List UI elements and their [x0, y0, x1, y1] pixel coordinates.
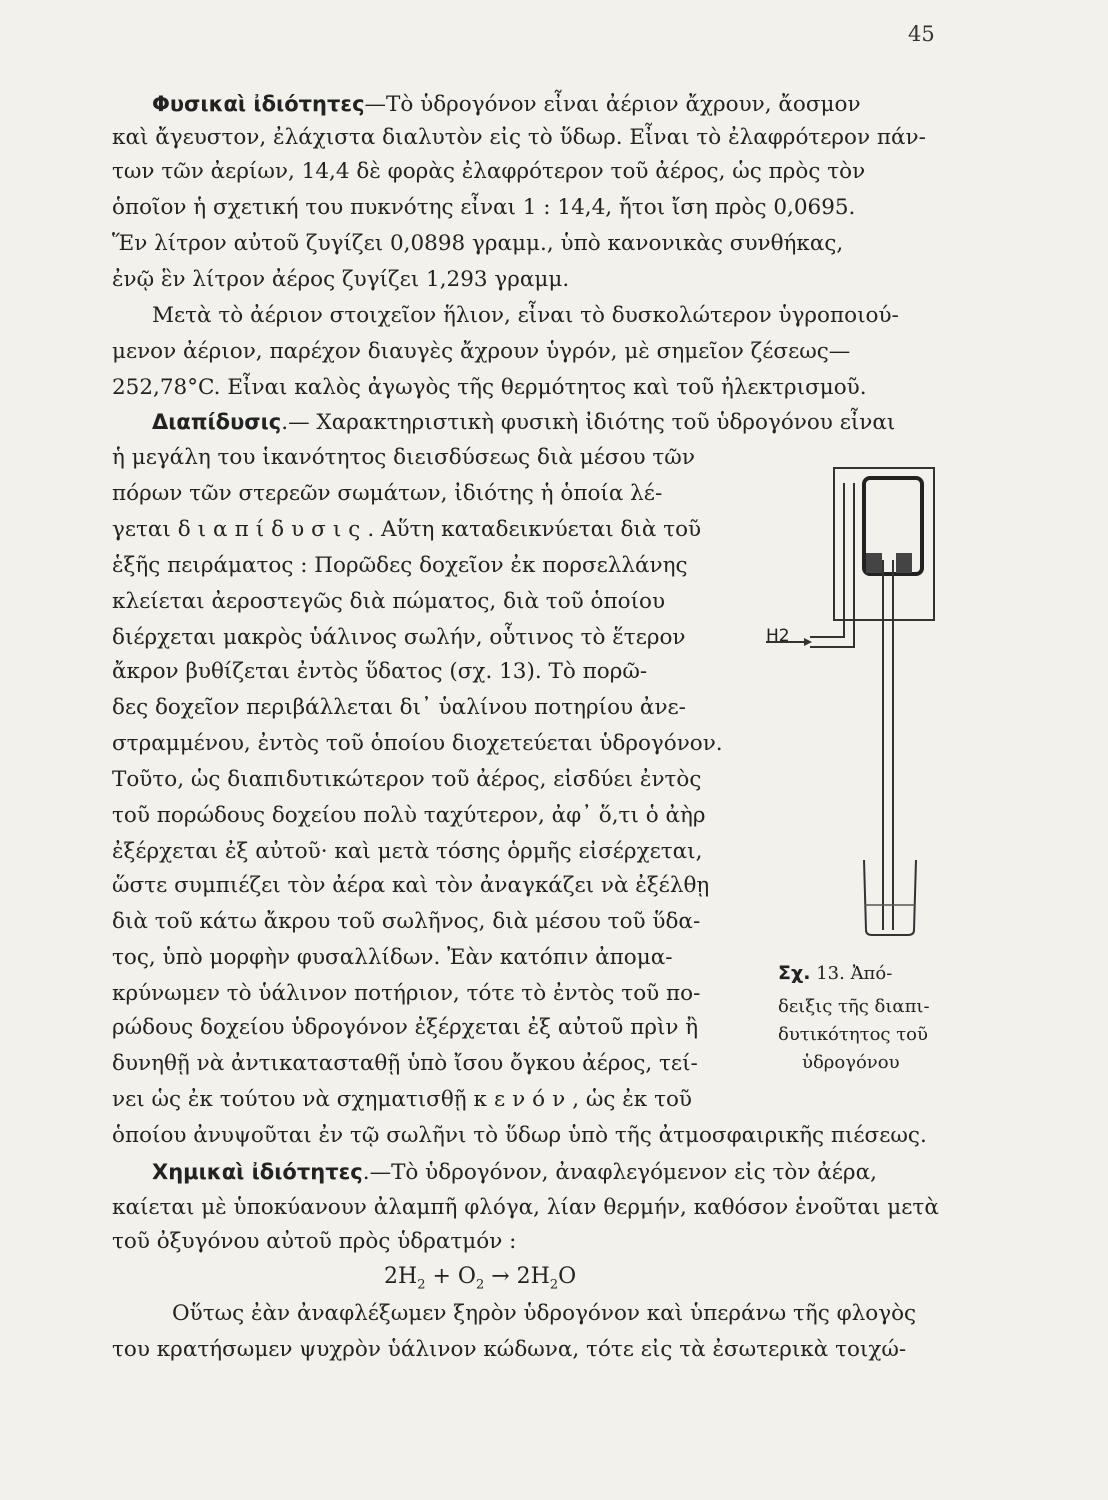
formula-part: 2H	[516, 1264, 550, 1289]
text-fragment: νει ὡς ἐκ τούτου νὰ σχηματισθῇ	[112, 1087, 467, 1112]
text-line: ἐξέρχεται ἐξ αὐτοῦ· καὶ μετὰ τόσης ὁρμῆς εἰσέρχεται,	[112, 839, 703, 864]
text-line: πόρων τῶν στερεῶν σωμάτων, ἰδιότης ἡ ὁποία λέ-	[112, 481, 663, 506]
caption-line: δυτικότητος τοῦ	[778, 1024, 928, 1045]
text-line: μενον ἀέριον, παρέχον διαυγὲς ἄχρουν ὑγρόν, μὲ σημεῖον ζέσεως—	[112, 339, 851, 364]
text-fragment: .—Τὸ ὑδρογόνον, ἀναφλεγόμενον εἰς τὸν ἀέρα,	[362, 1160, 877, 1185]
text-fragment: —Τὸ ὑδρογόνον εἶναι ἀέριον ἄχρουν, ἄοσμον	[364, 92, 861, 117]
spaced-term-diapidysis: διαπίδυσις	[177, 517, 368, 542]
text-line	[152, 1158, 877, 1186]
text-line	[112, 516, 701, 544]
text-line: τοῦ ὀξυγόνου αὐτοῦ πρὸς ὑδρατμόν :	[112, 1229, 517, 1254]
text-fragment: , ὡς ἐκ τοῦ	[572, 1087, 692, 1112]
text-line: διὰ τοῦ κάτω ἄκρου τοῦ σωλῆνος, διὰ μέσου τοῦ ὕδα-	[112, 909, 701, 934]
gas-label: H2	[766, 626, 790, 646]
text-line: κλείεται ἀεροστεγῶς διὰ πώματος, διὰ τοῦ ὁποίου	[112, 589, 666, 614]
figure-13-apparatus	[762, 465, 952, 945]
spaced-term-kenon: κενόν	[473, 1087, 573, 1112]
gas-inlet-tube	[810, 483, 854, 647]
text-line: ἐνῷ ἓν λίτρον ἀέρος ζυγίζει 1,293 γραμμ.	[112, 267, 570, 292]
text-line: ἑξῆς πειράματος : Πορῶδες δοχεῖον ἐκ πορσελλάνης	[112, 553, 688, 578]
text-line: Ἕν λίτρον αὐτοῦ ζυγίζει 0,0898 γραμμ., ὑπὸ κανονικὰς συνθήκας,	[112, 231, 844, 256]
text-line: δυνηθῇ νὰ ἀντικατασταθῇ ὑπὸ ἴσου ὄγκου ἀέρος, τεί-	[112, 1051, 698, 1076]
caption-line: Ἀπό-	[850, 963, 893, 984]
page-number: 45	[908, 22, 935, 46]
text-line: Οὕτως ἐὰν ἀναφλέξωμεν ξηρὸν ὑδρογόνον καὶ ὑπεράνω τῆς φλογὸς	[172, 1301, 917, 1326]
caption-label: Σχ.	[778, 962, 811, 984]
gas-arrow-head	[804, 638, 812, 646]
caption-line: δειξις τῆς διαπι-	[778, 996, 930, 1017]
text-fragment: γεται	[112, 517, 171, 542]
text-line: Τοῦτο, ὡς διαπιδυτικώτερον τοῦ ἀέρος, εἰσδύει ἐντὸς	[112, 767, 702, 792]
text-line: διέρχεται μακρὸς ὑάλινος σωλήν, οὗτινος τὸ ἕτερον	[112, 625, 686, 650]
text-line: ρώδους δοχείου ὑδρογόνον ἐξέρχεται ἐξ αὐτοῦ πρὶν ἢ	[112, 1015, 699, 1040]
stopper-left	[866, 553, 882, 573]
caption-number: 13.	[816, 963, 845, 984]
text-line: ἄκρον βυθίζεται ἐντὸς ὕδατος (σχ. 13). Τὸ πορῶ-	[112, 659, 648, 684]
section-heading-diffusion: Διαπίδυσις	[152, 410, 282, 434]
formula-part: O	[558, 1264, 577, 1289]
chemical-equation	[384, 1264, 576, 1292]
caption-line: ὑδρογόνου	[802, 1052, 900, 1073]
text-line: ὥστε συμπιέζει τὸν ἀέρα καὶ τὸν ἀναγκάζει νὰ ἐξέλθῃ	[112, 873, 710, 898]
text-line: 252,78°C. Εἶναι καλὸς ἀγωγὸς τῆς θερμότητος καὶ τοῦ ἠλεκτρισμοῦ.	[112, 375, 867, 400]
gas-inlet-tube	[810, 483, 844, 637]
text-line: δες δοχεῖον περιβάλλεται δι᾽ ὑαλίνου ποτηρίου ἀνε-	[112, 695, 686, 720]
formula-sub: 2	[417, 1277, 426, 1293]
reaction-arrow: →	[491, 1264, 510, 1289]
text-line: τοῦ πορώδους δοχείου πολὺ ταχύτερον, ἀφ᾽ ὅ,τι ὁ ἀὴρ	[112, 803, 706, 828]
text-line: καὶ ἄγευστον, ἐλάχιστα διαλυτὸν εἰς τὸ ὕδωρ. Εἶναι τὸ ἐλαφρότερον πάν-	[112, 125, 926, 150]
text-line: του κρατήσωμεν ψυχρὸν ὑάλινον κώδωνα, τότε εἰς τὰ ἐσωτερικὰ τοιχώ-	[112, 1337, 907, 1362]
text-line: τος, ὑπὸ μορφὴν φυσαλλίδων. Ἐὰν κατόπιν ἀπομα-	[112, 945, 673, 970]
text-line	[112, 1086, 692, 1114]
text-line: των τῶν ἀερίων, 14,4 δὲ φορὰς ἐλαφρότερον τοῦ ἀέρος, ὡς πρὸς τὸν	[112, 159, 866, 184]
text-fragment: .— Χαρακτηριστικὴ φυσικὴ ἰδιότης τοῦ ὑδρογόνου εἶναι	[281, 410, 896, 435]
text-line: καίεται μὲ ὑποκύανουν ἀλαμπῆ φλόγα, λίαν θερμήν, καθόσον ἑνοῦται μετὰ	[112, 1195, 939, 1220]
text-line: ἡ μεγάλη του ἱκανότητος διεισδύσεως διὰ μέσου τῶν	[112, 445, 695, 470]
water-vessel	[864, 860, 916, 935]
text-line	[152, 408, 895, 436]
text-line: ὁποῖον ἡ σχετική του πυκνότης εἶναι 1 : 14,4, ἤτοι ἴση πρὸς 0,0695.	[112, 195, 856, 220]
text-line: ὁποίου ἀνυψοῦται ἐν τῷ σωλῆνι τὸ ὕδωρ ὑπὸ τῆς ἀτμοσφαιρικῆς πιέσεως.	[112, 1123, 927, 1148]
text-fragment: . Αὕτη καταδεικνύεται διὰ τοῦ	[367, 517, 702, 542]
formula-part: 2H	[384, 1264, 418, 1289]
stopper-right	[896, 553, 912, 573]
formula-part: + O	[432, 1264, 476, 1289]
text-line	[152, 90, 861, 118]
text-line: Μετὰ τὸ ἀέριον στοιχεῖον ἥλιον, εἶναι τὸ δυσκολώτερον ὑγροποιού-	[152, 303, 899, 328]
section-heading-physical: Φυσικαὶ ἰδιότητες	[152, 92, 365, 116]
section-heading-chemical: Χημικαὶ ἰδιότητες	[152, 1160, 363, 1184]
apparatus-drawing	[762, 465, 952, 945]
formula-sub: 2	[549, 1277, 559, 1293]
figure-caption	[778, 960, 892, 987]
formula-sub: 2	[475, 1277, 485, 1293]
text-line: κρύνωμεν τὸ ὑάλινον ποτήριον, τότε τὸ ἐντὸς τοῦ πο-	[112, 981, 701, 1006]
text-line: στραμμένου, ἐντὸς τοῦ ὁποίου διοχετεύεται ὑδρογόνον.	[112, 731, 723, 756]
